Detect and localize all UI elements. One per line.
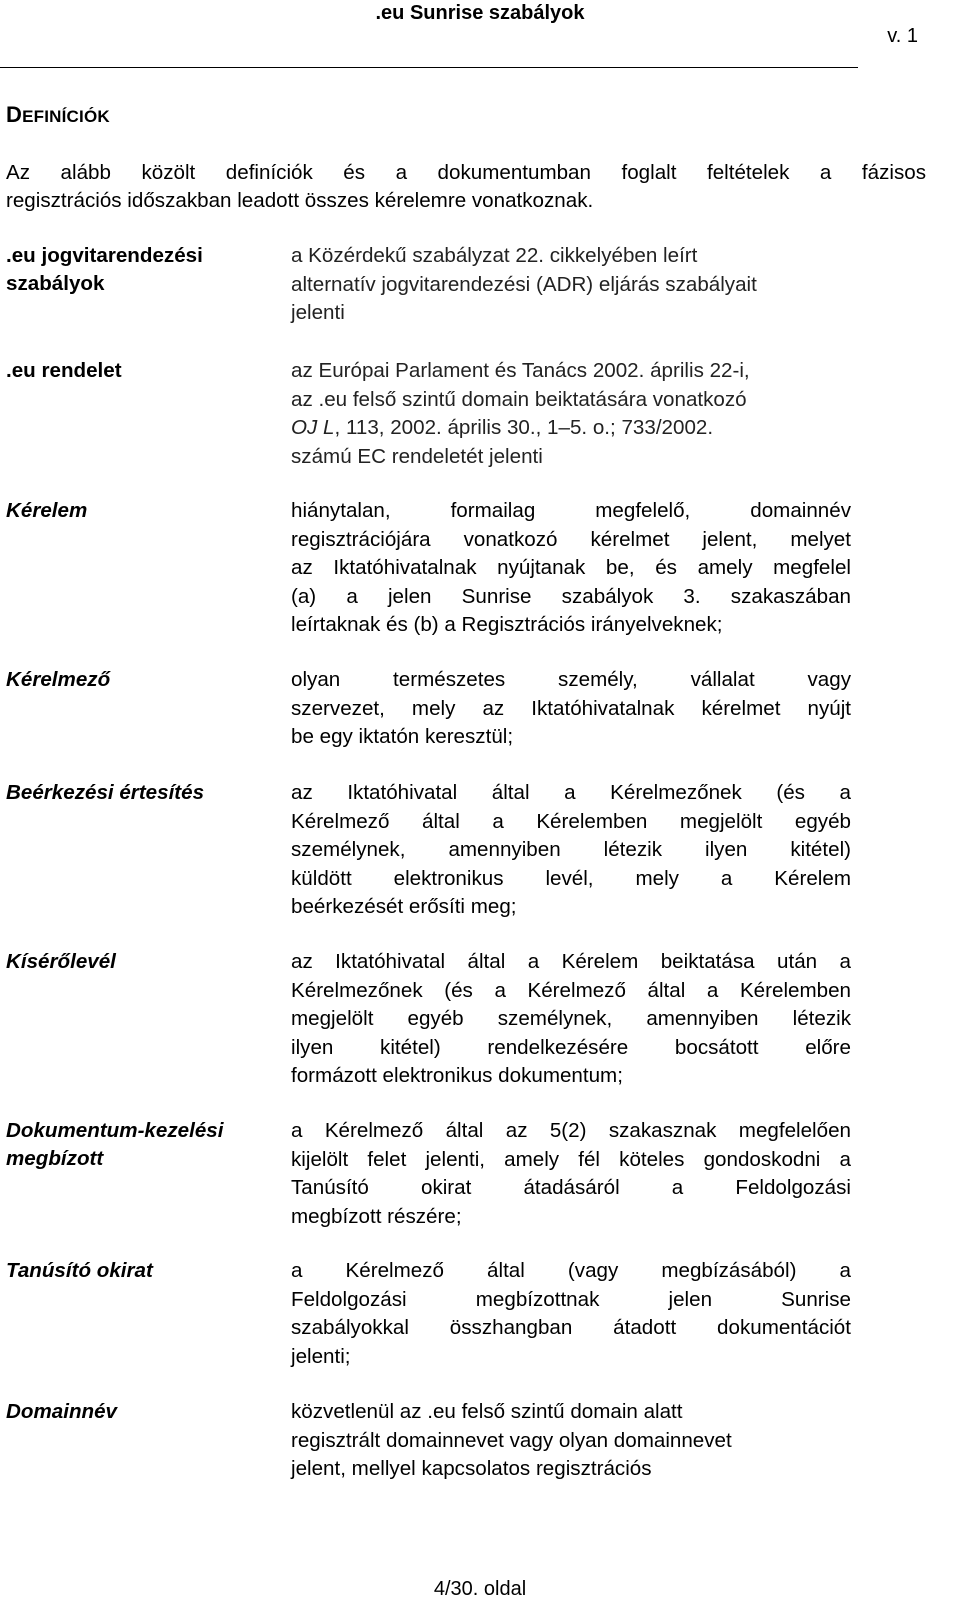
term-line: .eu jogvitarendezési xyxy=(6,244,203,267)
definition-line: beérkezését erősíti meg; xyxy=(291,895,517,918)
definition-adr-rules xyxy=(291,242,851,328)
definition-line: regisztrált domainnevet vagy olyan domainnevet xyxy=(291,1428,732,1452)
definition-domain-name xyxy=(291,1398,851,1484)
definition-line: az Európai Parlament és Tanács 2002. április 22-i, xyxy=(291,359,750,382)
term-line: Tanúsító okirat xyxy=(6,1259,153,1282)
definition-line: szabályokkal összhangban átadott dokumentációt xyxy=(291,1316,851,1339)
intro-line-1: Az alább közölt definíciók és a dokumentumban foglalt feltételek a fázisos xyxy=(6,161,926,184)
header-rule xyxy=(0,67,858,68)
definition-line: jelenti xyxy=(291,301,345,324)
definition-line: számú EC rendeletét jelenti xyxy=(291,444,543,468)
definition-line: Feldolgozási megbízottnak jelen Sunrise xyxy=(291,1287,851,1311)
heading-rest: EFINÍCIÓK xyxy=(22,107,110,126)
definition-line: leírtaknak és (b) a Regisztrációs irányelveknek; xyxy=(291,613,723,636)
definition-line: közvetlenül az .eu felső szintű domain alatt xyxy=(291,1400,683,1423)
term-documentary-evidence xyxy=(6,1257,266,1285)
term-line: megbízott xyxy=(6,1147,104,1170)
term-cover-letter xyxy=(6,948,266,976)
definition-line: hiánytalan, formailag megfelelő, domainnév xyxy=(291,499,851,522)
definition-line: küldött elektronikus levél, mely a Kérelem xyxy=(291,866,851,890)
definition-line: az .eu felső szintű domain beiktatására vonatkozó xyxy=(291,387,747,411)
definition-documentary-evidence xyxy=(291,1257,851,1371)
term-line: Kísérőlevél xyxy=(6,950,116,973)
heading-initial: D xyxy=(6,102,23,127)
term-line: Dokumentum-kezelési xyxy=(6,1119,224,1142)
term-line: szabályok xyxy=(6,272,105,295)
definition-line: az Iktatóhivatalnak nyújtanak be, és amely megfelel xyxy=(291,556,851,579)
term-kerelmezo xyxy=(6,666,266,694)
definition-cover-letter xyxy=(291,948,851,1091)
oj-reference: OJ L xyxy=(291,416,335,439)
term-line: .eu rendelet xyxy=(6,359,122,382)
definition-line: szervezet, mely az Iktatóhivatalnak kérelmet nyújt xyxy=(291,696,851,720)
term-kerelem xyxy=(6,497,266,525)
oj-details: , 113, 2002. április 30., 1–5. o.; 733/2002. xyxy=(334,416,714,439)
definition-line: a Közérdekű szabályzat 22. cikkelyében leírt xyxy=(291,244,698,267)
term-receipt-notice xyxy=(6,779,266,807)
term-line: Domainnév xyxy=(6,1400,118,1423)
term-line: Beérkezési értesítés xyxy=(6,781,205,804)
definition-eu-regulation xyxy=(291,357,851,471)
intro-paragraph xyxy=(6,159,926,215)
term-eu-regulation xyxy=(6,357,266,385)
definition-line: jelenti; xyxy=(291,1344,351,1368)
definition-line: Tanúsító okirat átadásáról a Feldolgozási xyxy=(291,1176,851,1199)
term-adr-rules xyxy=(6,242,266,298)
definition-line: az Iktatóhivatal által a Kérelmezőnek (és a xyxy=(291,781,851,804)
definition-line: Kérelmező által a Kérelemben megjelölt egyéb xyxy=(291,809,851,833)
definition-line: be egy iktatón keresztül; xyxy=(291,725,514,748)
definition-document-handling-agent xyxy=(291,1117,851,1231)
definition-line: ilyen kitétel) rendelkezésére bocsátott előre xyxy=(291,1035,851,1059)
definition-receipt-notice xyxy=(291,779,851,922)
definition-line: személynek, amennyiben létezik ilyen kitétel) xyxy=(291,838,851,861)
definition-line: olyan természetes személy, vállalat vagy xyxy=(291,668,851,691)
definition-line xyxy=(291,414,851,443)
running-header-title: .eu Sunrise szabályok xyxy=(375,2,585,24)
term-domain-name xyxy=(6,1398,266,1426)
definition-line: a Kérelmező által (vagy megbízásából) a xyxy=(291,1259,851,1282)
definition-line: (a) a jelen Sunrise szabályok 3. szakaszában xyxy=(291,584,851,608)
term-document-handling-agent xyxy=(6,1117,266,1173)
page-number: 4/30. oldal xyxy=(433,1578,527,1600)
term-line: Kérelmező xyxy=(6,668,111,691)
definition-line: alternatív jogvitarendezési (ADR) eljárás szabályait xyxy=(291,272,757,296)
definition-line: regisztrációjára vonatkozó kérelmet jelent, melyet xyxy=(291,527,851,551)
definition-line: kijelölt felet jelenti, amely fél köteles gondoskodni a xyxy=(291,1147,851,1171)
section-heading xyxy=(6,102,110,130)
intro-line-2: regisztrációs időszakban leadott összes kérelemre vonatkoznak. xyxy=(6,189,594,212)
term-line: Kérelem xyxy=(6,499,88,522)
definition-kerelmezo xyxy=(291,666,851,752)
definition-line: formázott elektronikus dokumentum; xyxy=(291,1064,623,1087)
definition-line: jelent, mellyel kapcsolatos regisztrációs xyxy=(291,1457,652,1480)
definition-line: megjelölt egyéb személynek, amennyiben létezik xyxy=(291,1007,851,1030)
definition-line: megbízott részére; xyxy=(291,1204,462,1228)
definition-kerelem xyxy=(291,497,851,640)
version-label: v. 1 xyxy=(887,25,918,47)
definition-line: az Iktatóhivatal által a Kérelem beiktatása után a xyxy=(291,950,851,973)
definition-line: Kérelmezőnek (és a Kérelmező által a Kérelemben xyxy=(291,978,851,1002)
definition-line: a Kérelmező által az 5(2) szakasznak megfelelően xyxy=(291,1119,851,1142)
